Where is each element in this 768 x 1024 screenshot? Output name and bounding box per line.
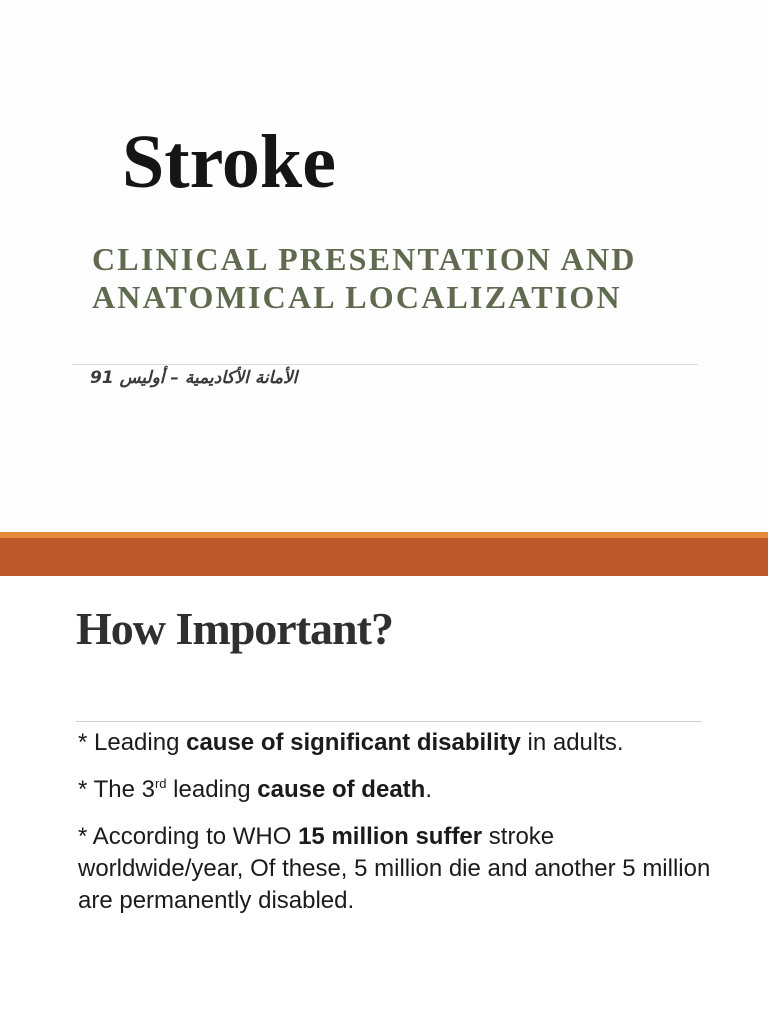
slide-title: Stroke <box>122 120 336 204</box>
bullet-1-bold: cause of significant disability <box>186 729 521 756</box>
heading-divider <box>76 721 702 722</box>
bullet-2-middle: leading <box>166 776 258 803</box>
slide-heading: How Important? <box>76 603 393 654</box>
author-note: الأمانة الأكاديمية – أوليس 91 <box>90 368 298 388</box>
bullet-2-superscript: rd <box>154 776 167 791</box>
bullet-list <box>78 727 718 932</box>
subtitle-line-2: ANATOMICAL LOCALIZATION <box>92 279 622 315</box>
bullet-1-prefix: * Leading <box>78 729 187 756</box>
slide-separator-band <box>0 538 768 576</box>
bullet-item-death <box>78 774 718 806</box>
bullet-2-prefix: * The 3 <box>78 776 155 803</box>
bullet-3-bold: 15 million suffer <box>298 823 483 850</box>
content-slide <box>0 576 768 1024</box>
slide-subtitle <box>92 240 732 316</box>
bullet-2-suffix: . <box>425 776 432 803</box>
title-divider <box>72 364 698 365</box>
bullet-2-bold: cause of death <box>257 776 426 803</box>
bullet-3-suffix: stroke worldwide/year, Of these, 5 million die and another 5 million are permanently disabled. <box>78 823 711 914</box>
bullet-item-who <box>78 821 718 917</box>
subtitle-line-1: CLINICAL PRESENTATION AND <box>92 241 637 277</box>
bullet-item-disability <box>78 727 718 759</box>
bullet-3-prefix: * According to WHO <box>78 823 299 850</box>
bullet-1-suffix: in adults. <box>520 729 624 756</box>
